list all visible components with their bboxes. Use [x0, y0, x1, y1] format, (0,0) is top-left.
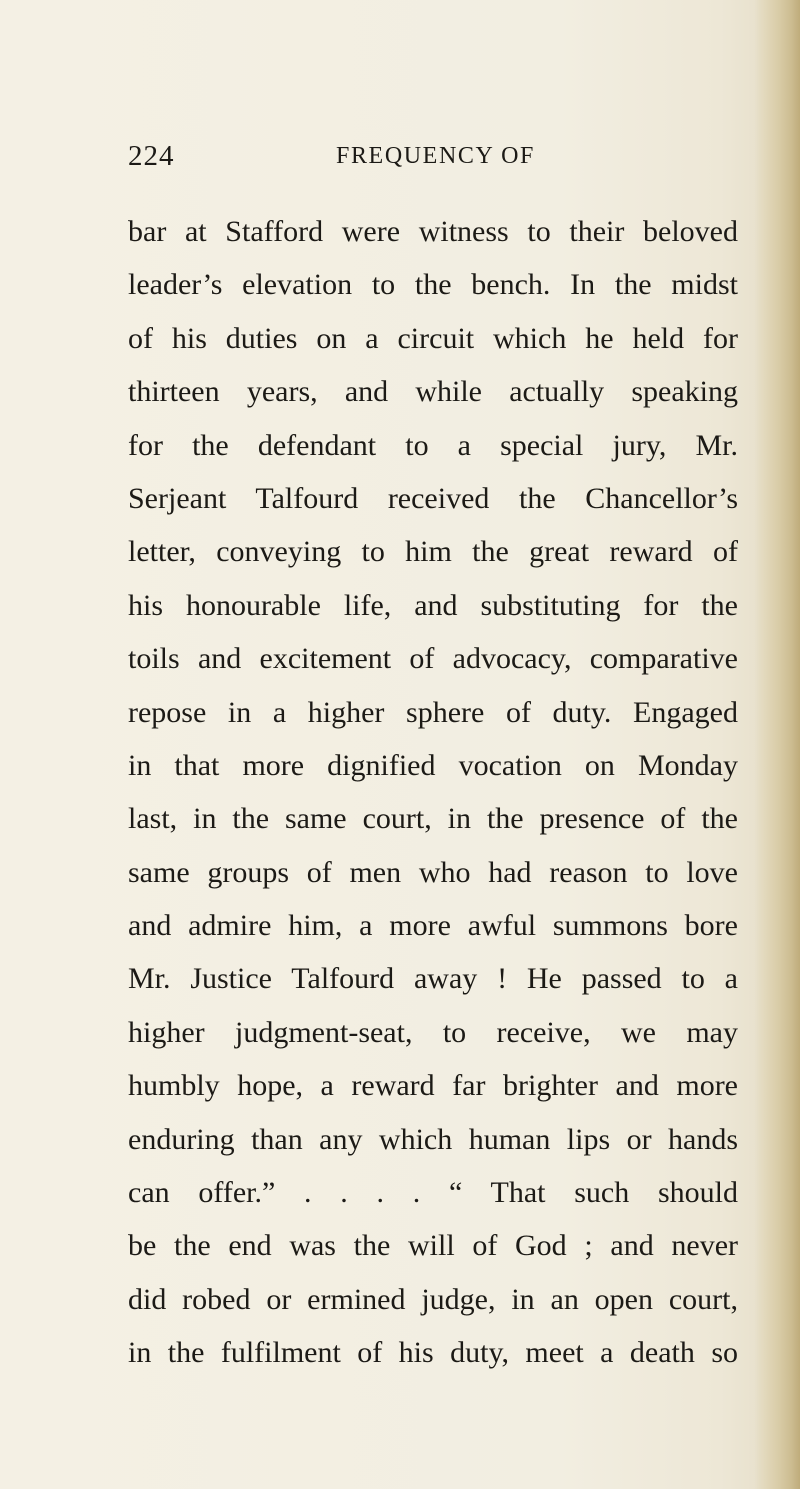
page-number: 224 — [128, 140, 175, 172]
text-line: same groups of men who had reason to love — [128, 855, 738, 889]
text-line: humbly hope, a reward far brighter and more — [128, 1069, 738, 1103]
text-line: toils and excitement of advocacy, comparative — [128, 642, 738, 676]
text-line: can offer.” . . . . “ That such should — [128, 1176, 738, 1210]
text-line: for the defendant to a special jury, Mr. — [128, 428, 738, 462]
text-line: bar at Stafford were witness to their beloved — [128, 215, 738, 248]
text-line: letter, conveying to him the great reward of — [128, 535, 738, 569]
text-line: did robed or ermined judge, in an open court, — [128, 1282, 738, 1316]
running-head — [128, 140, 738, 180]
body-text — [128, 205, 738, 1380]
text-line: Serjeant Talfourd received the Chancellor’s — [128, 481, 738, 515]
text-line: be the end was the will of God ; and never — [128, 1229, 738, 1263]
text-line: repose in a higher sphere of duty. Engaged — [128, 695, 738, 729]
text-line: last, in the same court, in the presence of the — [128, 802, 738, 836]
text-line: leader’s elevation to the bench. In the midst — [128, 268, 738, 302]
text-line: in that more dignified vocation on Monday — [128, 748, 738, 782]
page-edge-shadow — [754, 0, 800, 1489]
running-title: FREQUENCY OF — [336, 143, 536, 169]
text-line: and admire him, a more awful summons bore — [128, 909, 738, 943]
text-line: thirteen years, and while actually speaking — [128, 375, 738, 409]
text-line: enduring than any which human lips or hands — [128, 1122, 738, 1156]
text-line: his honourable life, and substituting for the — [128, 588, 738, 622]
text-line: of his duties on a circuit which he held for — [128, 321, 738, 355]
text-line: Mr. Justice Talfourd away ! He passed to a — [128, 962, 738, 996]
text-line: higher judgment-seat, to receive, we may — [128, 1015, 738, 1049]
text-line: in the fulfilment of his duty, meet a death so — [128, 1336, 738, 1370]
